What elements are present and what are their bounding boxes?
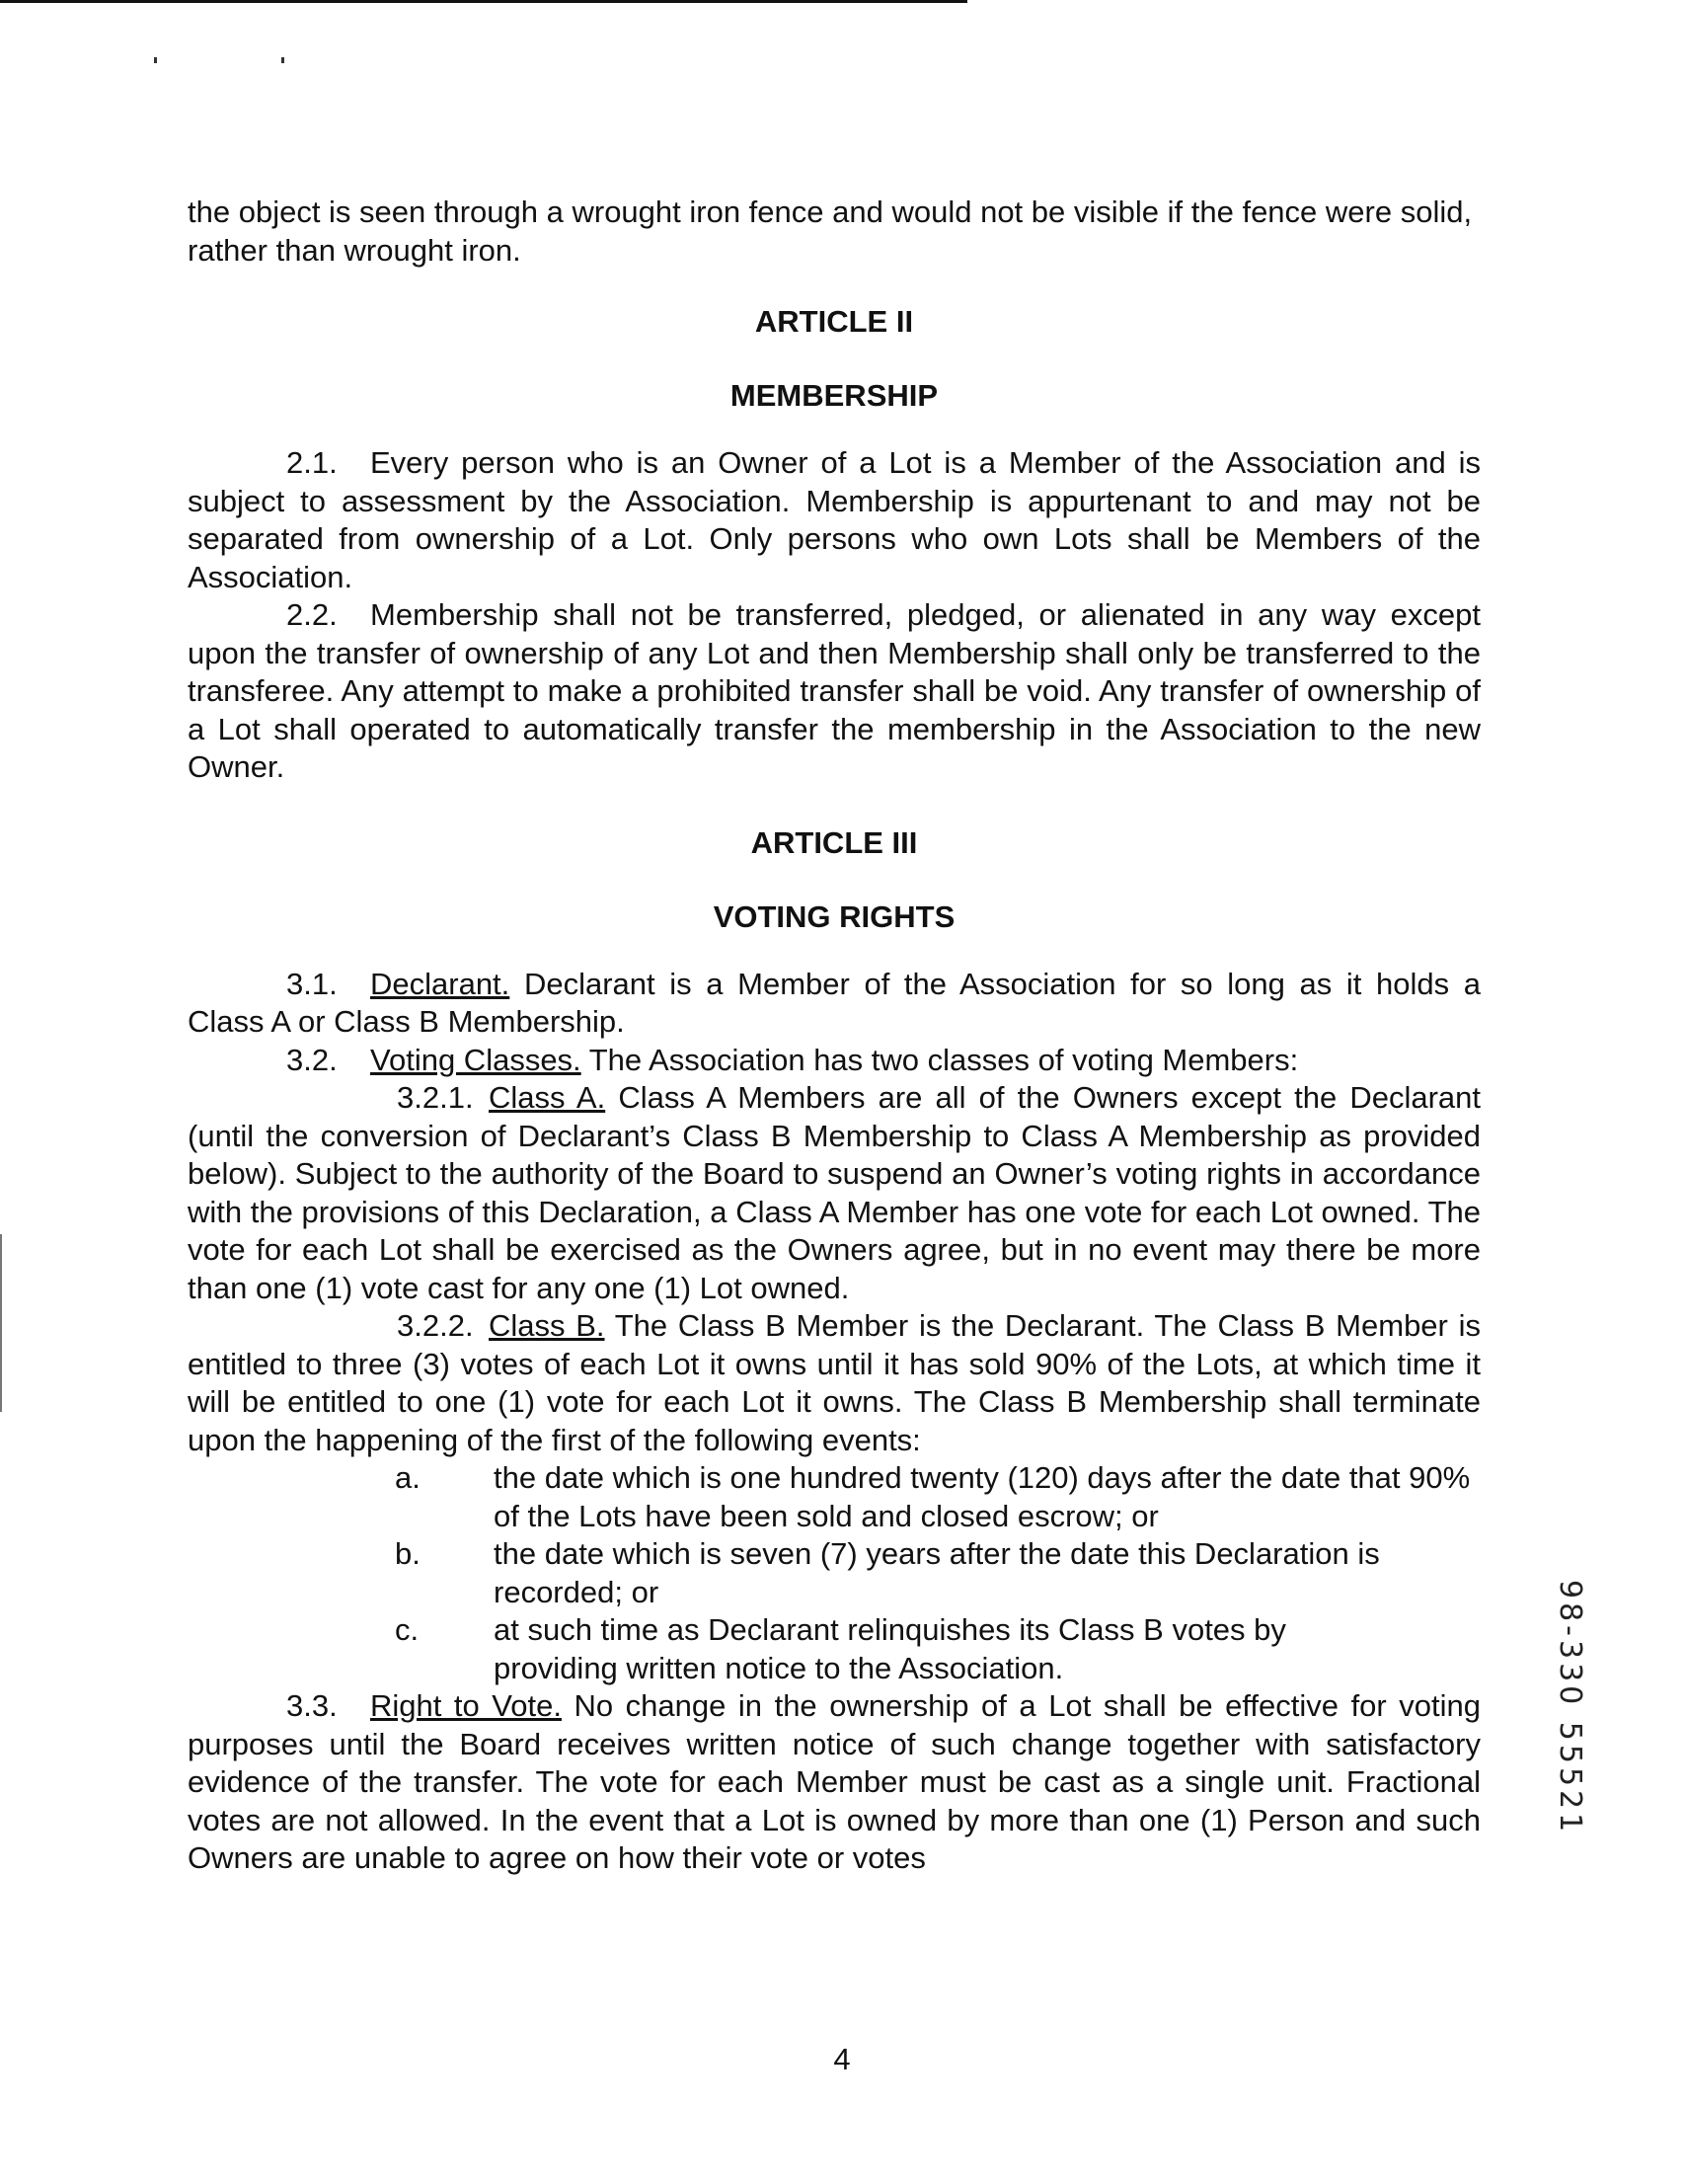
section-number: 3.2.1. <box>397 1080 474 1115</box>
scan-mark <box>154 57 157 63</box>
article-2-subtitle: MEMBERSHIP <box>729 378 939 413</box>
scan-mark <box>281 57 284 63</box>
section-text: Declarant is a Member of the Association for so long as it holds a Class A or Class B Membership. <box>188 966 1481 1039</box>
event-item-a <box>188 1459 1481 1535</box>
section-number: 3.3. <box>286 1688 338 1723</box>
section-2-2 <box>188 596 1481 787</box>
event-letter: c. <box>395 1612 420 1647</box>
section-number: 2.2. <box>286 597 338 632</box>
section-text: No change in the ownership of a Lot shall be effective for voting purposes until the Board receives written notice of such change together with satisfactory evidence of the transfer. The vote for each Member must be cast as a single unit. Fractional votes are not allowed. In the event that a Lot is owned by more than one (1) Person and such Owners are unable to agree on how their vote or votes <box>188 1688 1481 1875</box>
event-text: the date which is one hundred twenty (120) days after the date that 90% of the Lots have been sold and closed escrow; or <box>494 1460 1471 1533</box>
article-2-title: ARTICLE II <box>754 304 914 339</box>
section-number: 3.2. <box>286 1042 338 1077</box>
section-heading: Class B. <box>489 1308 605 1343</box>
section-heading: Voting Classes. <box>370 1042 581 1077</box>
section-heading: Class A. <box>489 1080 606 1115</box>
event-item-b <box>188 1535 1481 1611</box>
article-3-title: ARTICLE III <box>750 824 918 860</box>
section-text: Membership shall not be transferred, pledged, or alienated in any way except upon the transfer of ownership of any Lot and then Membership shall only be transferred to the transferee. Any attempt to make a prohibited transfer shall be void. Any transfer of ownership of a Lot shall operated to automatically transfer the membership in the Association to the new Owner. <box>188 597 1481 784</box>
section-heading: Declarant. <box>370 966 510 1001</box>
page-number: 4 <box>833 2042 851 2076</box>
article-3-subtitle: VOTING RIGHTS <box>713 898 956 934</box>
section-3-2-2 <box>188 1307 1481 1459</box>
document-page <box>188 194 1481 1878</box>
scan-top-rule <box>0 0 967 3</box>
continuation-paragraph: the object is seen through a wrought iron fence and would not be visible if the fence were solid, rather than wrought iron. <box>188 195 1473 268</box>
section-number: 2.1. <box>286 445 338 480</box>
event-text: at such time as Declarant relinquishes its Class B votes by providing written notice to the Association. <box>494 1612 1286 1685</box>
section-text: Every person who is an Owner of a Lot is a Member of the Association and is subject to assessment by the Association. Membership is appurtenant to and may not be separated from ownership of a Lot. Only persons who own Lots shall be Members of the Association. <box>188 445 1481 594</box>
scan-edge-mark <box>0 1234 2 1412</box>
section-3-1 <box>188 966 1481 1042</box>
event-text: the date which is seven (7) years after the date this Declaration is recorded; or <box>494 1536 1380 1609</box>
section-text: The Association has two classes of voting Members: <box>588 1042 1299 1077</box>
event-letter: a. <box>395 1460 421 1495</box>
event-item-c <box>188 1611 1481 1687</box>
section-2-1 <box>188 444 1481 596</box>
section-heading: Right to Vote. <box>370 1688 562 1723</box>
section-text: Class A Members are all of the Owners except the Declarant (until the conversion of Declarant’s Class B Membership to Class A Membership as provided below). Subject to the authority of the Board to suspend an Owner’s voting rights in accordance with the provisions of this Declaration, a Class A Member has one vote for each Lot owned. The vote for each Lot shall be exercised as the Owners agree, but in no event may there be more than one (1) vote cast for any one (1) Lot owned. <box>188 1080 1481 1305</box>
section-text: The Class B Member is the Declarant. The Class B Member is entitled to three (3) votes of each Lot it owns until it has sold 90% of the Lots, at which time it will be entitled to one (1) vote for each Lot it owns. The Class B Membership shall terminate upon the happening of the first of the following events: <box>188 1308 1481 1457</box>
section-3-3 <box>188 1687 1481 1878</box>
section-number: 3.1. <box>286 966 338 1001</box>
section-number: 3.2.2. <box>397 1308 474 1343</box>
section-3-2-1 <box>188 1079 1481 1307</box>
section-3-2 <box>188 1042 1481 1080</box>
margin-document-stamp: 98-330 55521 <box>1553 1580 1587 1836</box>
event-letter: b. <box>395 1536 421 1571</box>
